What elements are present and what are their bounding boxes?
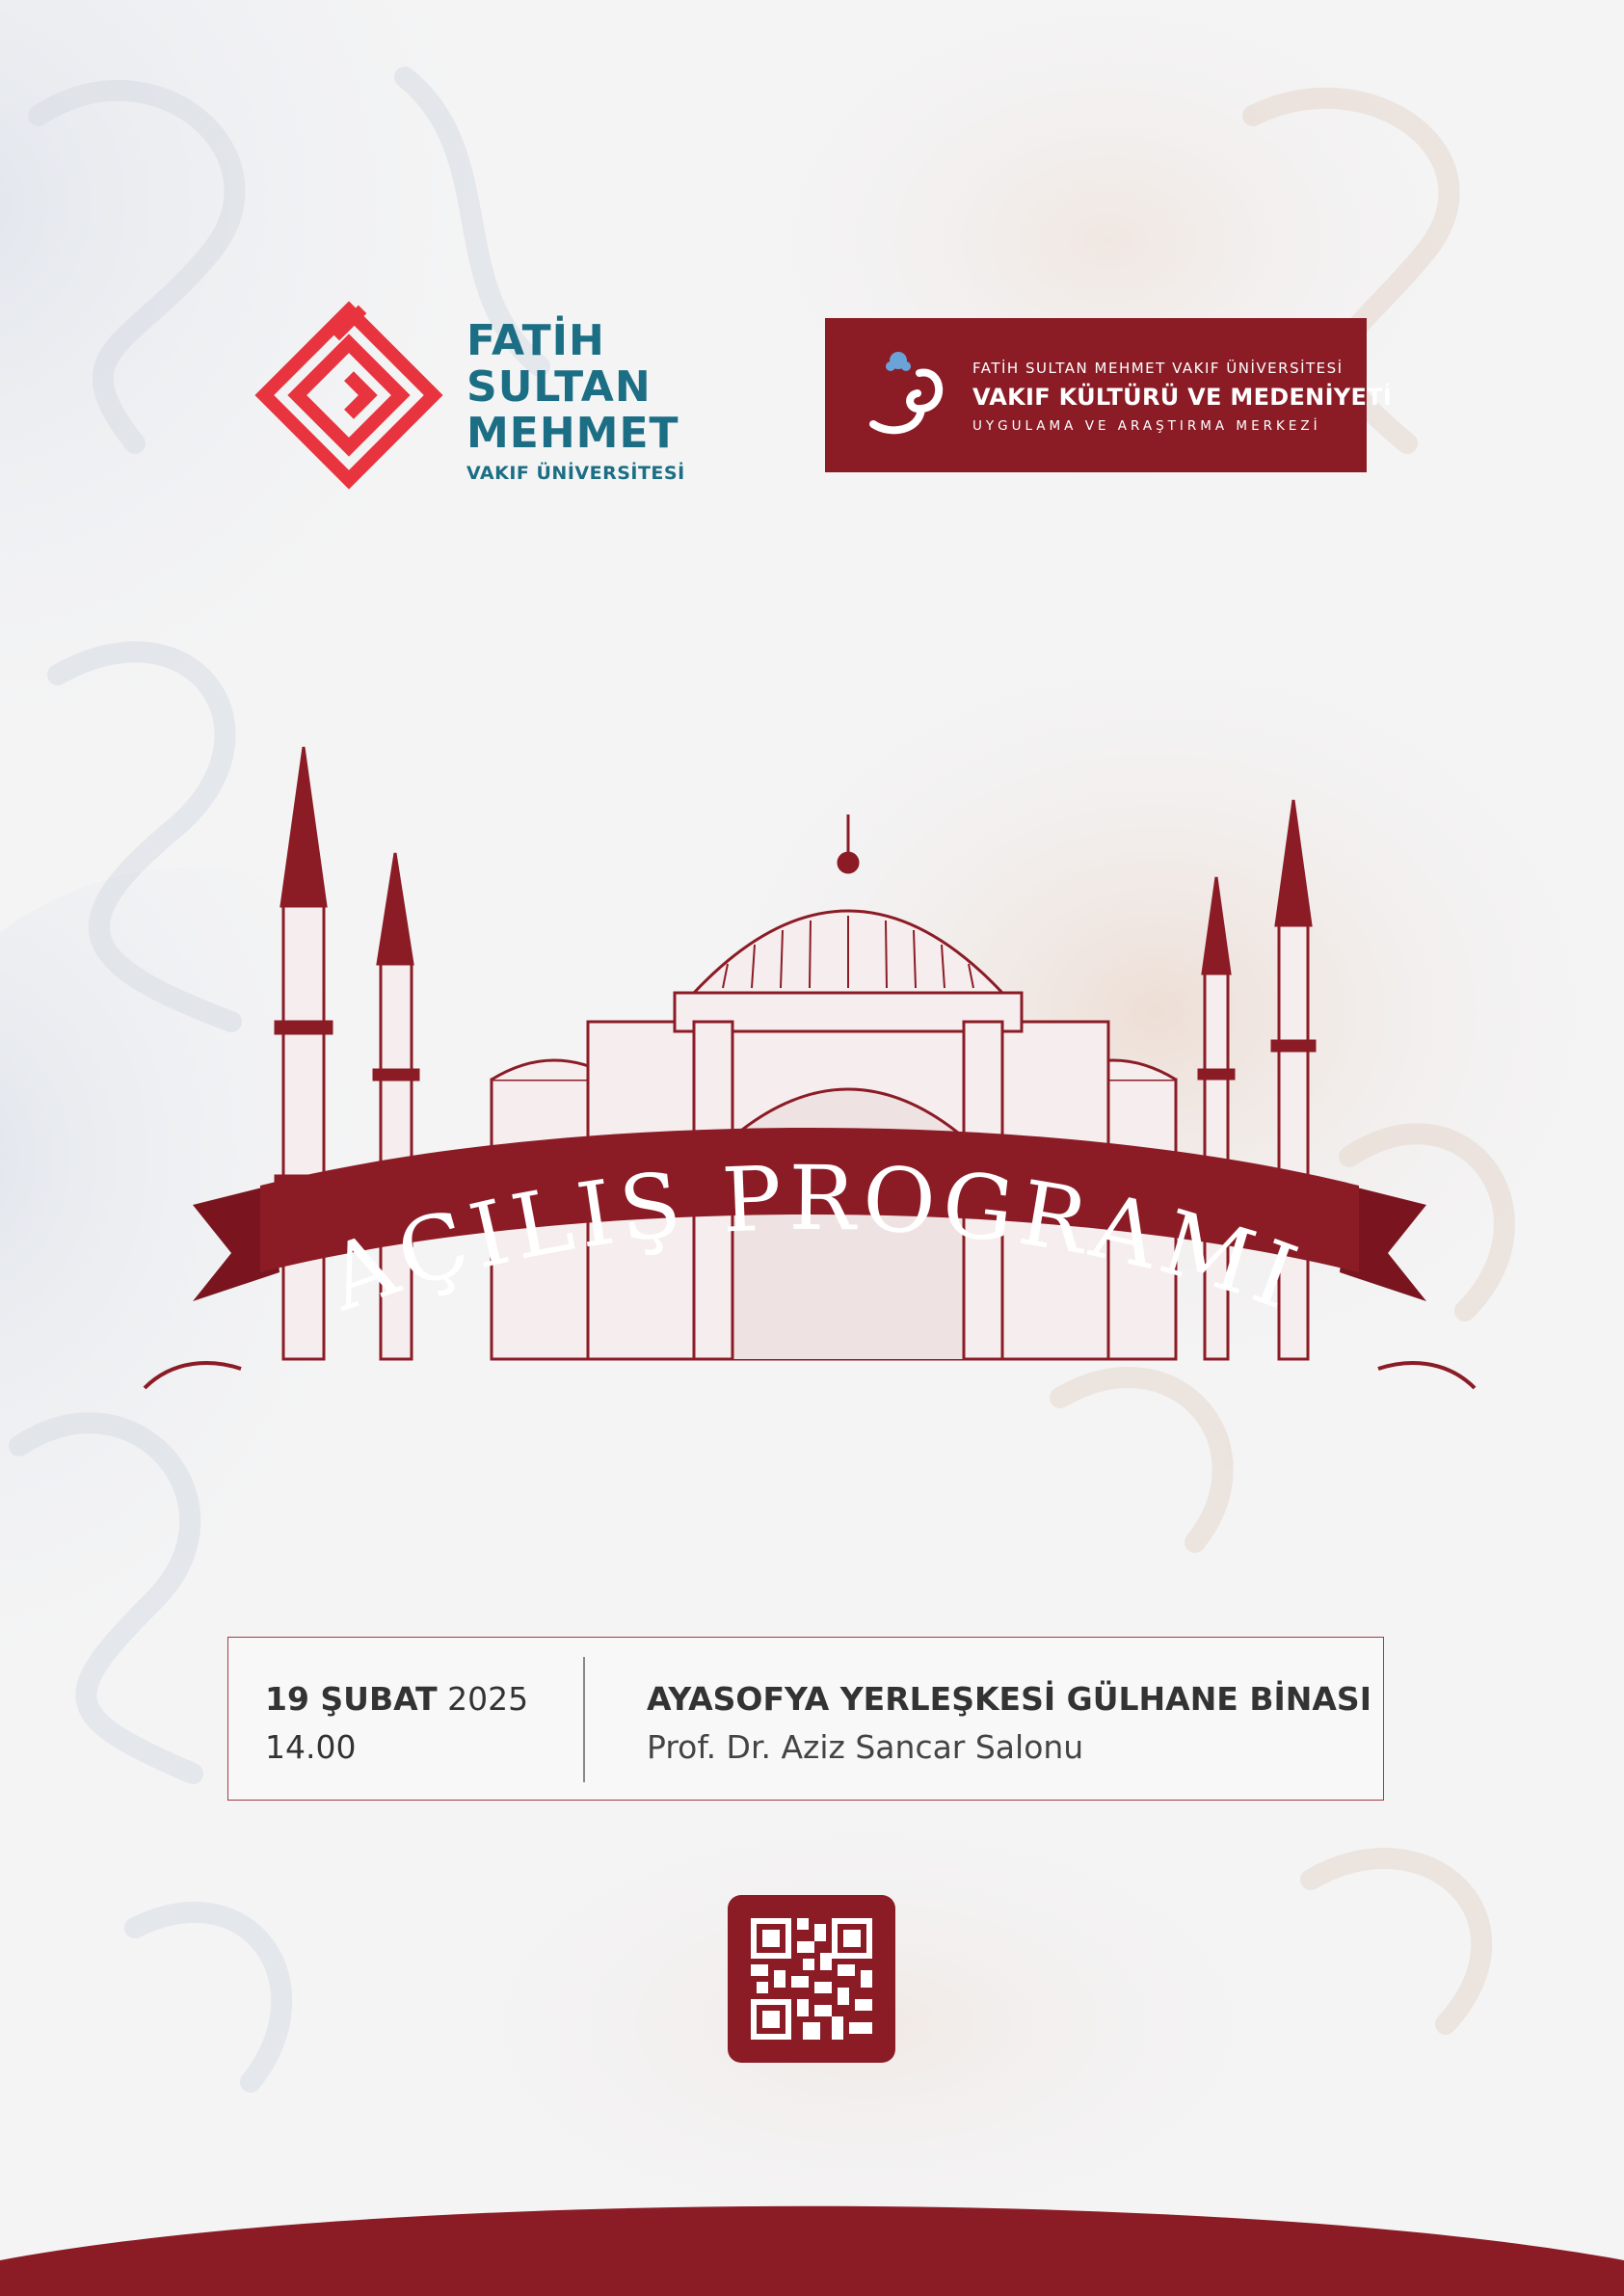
banner-title-svg — [260, 1137, 1369, 1388]
event-info-box — [227, 1637, 1384, 1801]
vkm-logo-line2: VAKIF KÜLTÜRÜ VE MEDENİYETİ — [972, 384, 1393, 411]
fsm-logo-mark — [253, 299, 445, 492]
event-date-year: 2025 — [447, 1680, 529, 1718]
event-date-day: 19 ŞUBAT — [265, 1680, 438, 1718]
qr-code[interactable] — [728, 1895, 895, 2063]
vkm-center-logo — [825, 318, 1393, 472]
banner-title — [314, 1147, 1315, 1332]
fsm-logo-line4: VAKIF ÜNİVERSİTESİ — [466, 463, 685, 484]
event-date — [265, 1680, 528, 1718]
banner-title-text: AÇILIŞ PROGRAMI — [315, 1146, 1315, 1332]
event-hall: Prof. Dr. Aziz Sancar Salonu — [647, 1728, 1084, 1766]
vav-logo-icon — [862, 339, 958, 450]
fsm-logo-line3: MEHMET — [466, 409, 679, 458]
qr-code-icon — [751, 1918, 872, 2040]
vkm-logo-line3: UYGULAMA VE ARAŞTIRMA MERKEZİ — [972, 418, 1321, 434]
fsm-logo-text — [466, 318, 685, 486]
event-venue: AYASOFYA YERLEŞKESİ GÜLHANE BİNASI — [647, 1680, 1371, 1718]
fsm-logo-line2: SULTAN — [466, 362, 652, 412]
fsm-logo-line1: FATİH — [466, 316, 605, 365]
vkm-logo-line1: FATİH SULTAN MEHMET VAKIF ÜNİVERSİTESİ — [972, 360, 1344, 377]
info-divider — [583, 1657, 585, 1782]
event-time: 14.00 — [265, 1728, 357, 1766]
